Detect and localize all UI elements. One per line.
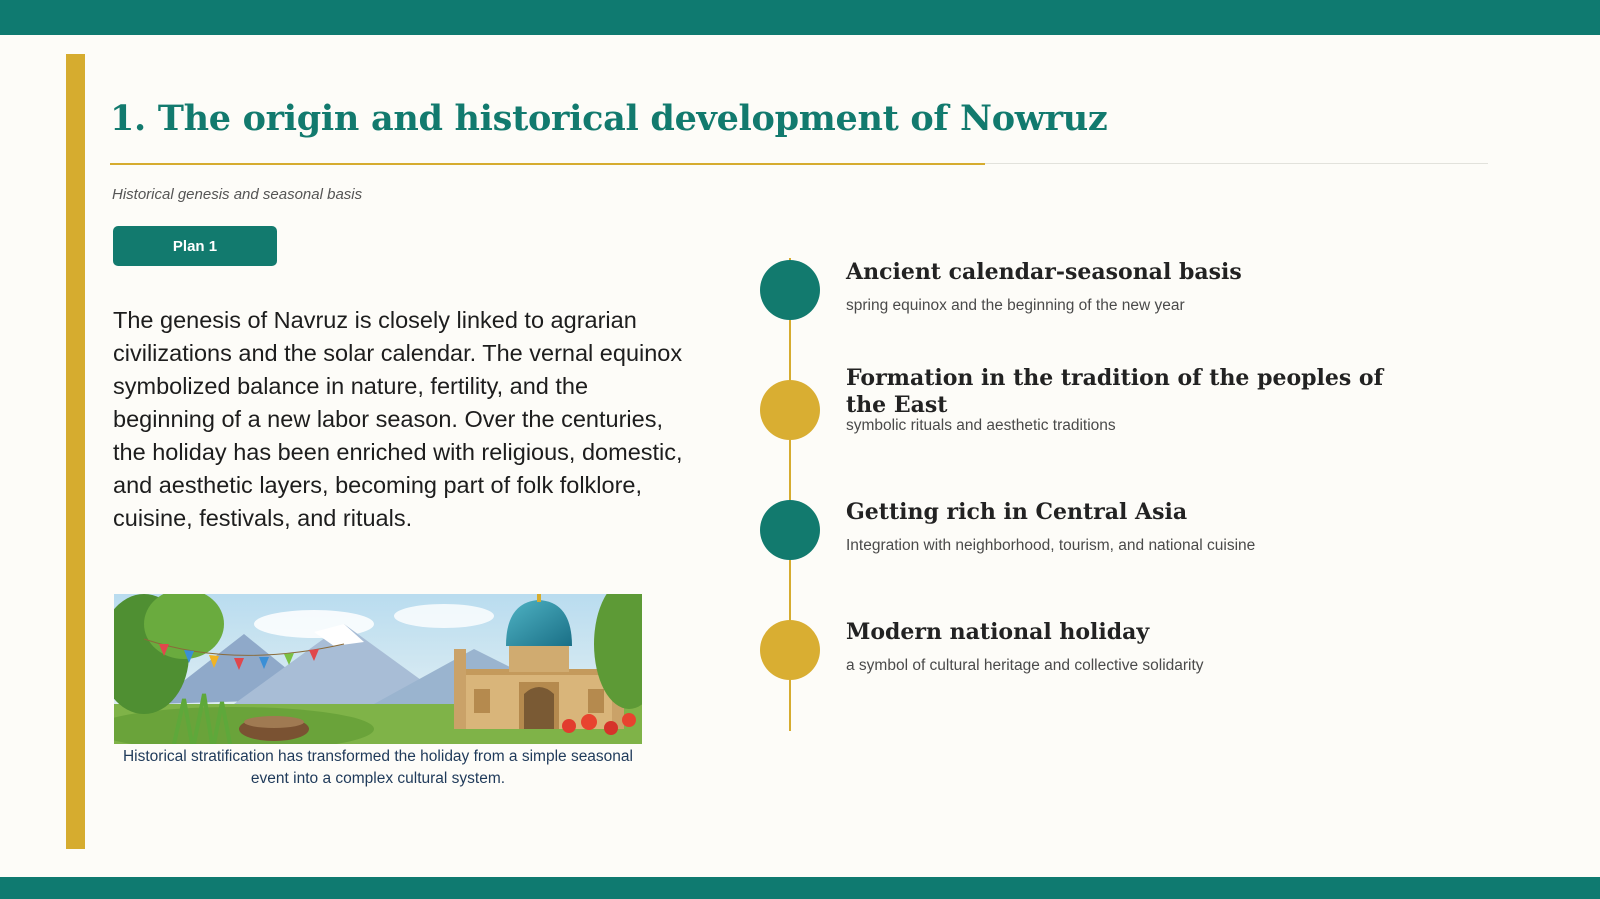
timeline-dot-1 <box>760 260 820 320</box>
timeline-dot-3 <box>760 500 820 560</box>
timeline-title-3: Getting rich in Central Asia <box>846 499 1188 525</box>
timeline-desc-4: a symbol of cultural heritage and collective solidarity <box>846 657 1204 674</box>
timeline-dot-4 <box>760 620 820 680</box>
nowruz-illustration <box>114 594 642 744</box>
timeline-desc-2: symbolic rituals and aesthetic traditions <box>846 417 1116 434</box>
timeline-desc-1: spring equinox and the beginning of the new year <box>846 297 1185 314</box>
timeline-title-1: Ancient calendar-seasonal basis <box>846 259 1242 285</box>
timeline-title-2: Formation in the tradition of the peoples of the East <box>846 365 1384 418</box>
body-paragraph: The genesis of Navruz is closely linked to agrarian civilizations and the solar calendar. The vernal equinox symbolized balance in nature, fertility, and the beginning of a new labor season. Over the centuries, the holiday has been enriched with religious, domestic, and aesthetic layers, becoming part of folk folklore, cuisine, festivals, and rituals. <box>113 307 683 531</box>
title-underline-extension <box>985 163 1488 164</box>
plan-badge: Plan 1 <box>113 226 277 266</box>
top-banner-bar <box>0 0 1600 35</box>
bottom-banner-bar <box>0 877 1600 899</box>
slide-subtitle: Historical genesis and seasonal basis <box>112 186 363 203</box>
image-caption: Historical stratification has transformed the holiday from a simple seasonal event into a complex cultural system. <box>122 748 633 787</box>
timeline-title-4: Modern national holiday <box>846 619 1150 645</box>
title-underline <box>110 163 985 165</box>
left-accent-bar <box>66 54 85 849</box>
timeline-dot-2 <box>760 380 820 440</box>
timeline-desc-3: Integration with neighborhood, tourism, and national cuisine <box>846 537 1256 554</box>
slide-title: 1. The origin and historical development of Nowruz <box>110 98 1108 139</box>
